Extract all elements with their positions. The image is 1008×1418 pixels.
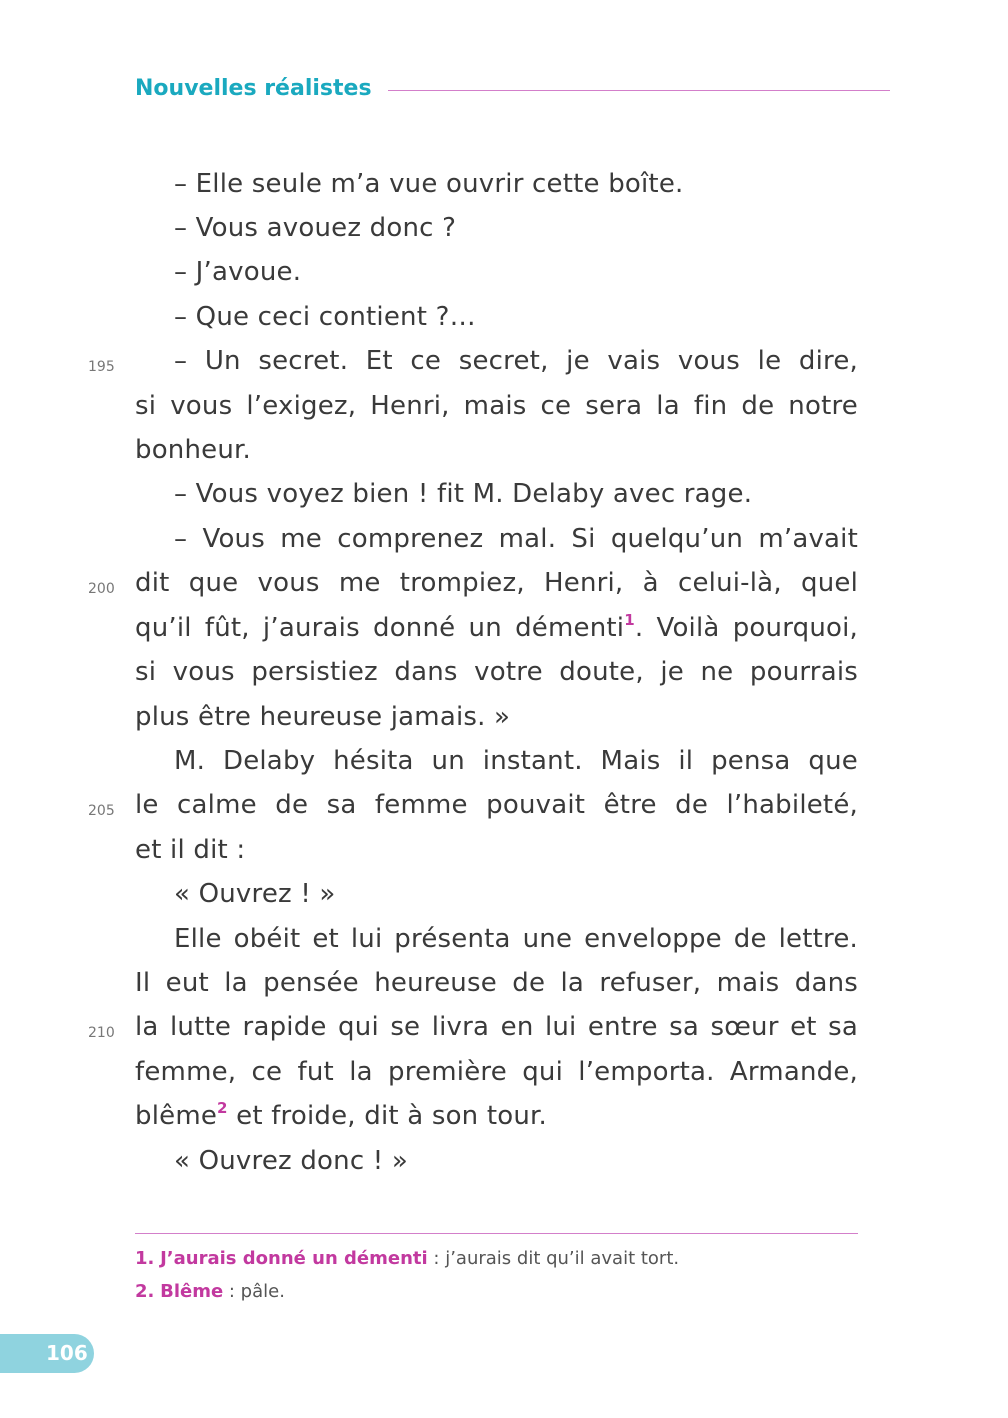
footnote-1 <box>135 1248 679 1269</box>
text-line: – Vous voyez bien ! fit M. Delaby avec rage. <box>174 479 753 509</box>
text-segment: et froide, dit à son tour. <box>227 1101 547 1131</box>
footnote-reference-2[interactable]: 2 <box>217 1099 228 1117</box>
footnote-2 <box>135 1281 285 1302</box>
footnote-term: J’aurais donné un démenti <box>160 1248 428 1269</box>
text-segment: blême <box>135 1101 218 1131</box>
text-line <box>135 606 858 650</box>
text-line: « Ouvrez donc ! » <box>174 1146 408 1176</box>
line-number: 195 <box>88 359 115 375</box>
page-number: 106 <box>46 1341 88 1365</box>
text-line: – Que ceci contient ?… <box>174 302 476 332</box>
text-line: Il eut la pensée heureuse de la refuser, mais dans <box>135 968 858 998</box>
text-line: le calme de sa femme pouvait être de l’habileté, <box>135 790 858 820</box>
page-number-tab <box>0 1334 94 1373</box>
text-line: et il dit : <box>135 835 246 865</box>
footnote-number: 1. <box>135 1248 155 1269</box>
text-segment: . Voilà pourquoi, <box>634 613 859 643</box>
text-line: femme, ce fut la première qui l’emporta. Armande, <box>135 1057 858 1087</box>
text-line: – Elle seule m’a vue ouvrir cette boîte. <box>174 169 684 199</box>
footnote-definition: : j’aurais dit qu’il avait tort. <box>427 1248 680 1269</box>
text-line: si vous persistiez dans votre doute, je ne pourrais <box>135 657 858 687</box>
header-rule <box>388 90 890 91</box>
text-line: – Un secret. Et ce secret, je vais vous le dire, <box>174 346 858 376</box>
text-line: – Vous me comprenez mal. Si quelqu’un m’avait <box>174 524 858 554</box>
text-line: – Vous avouez donc ? <box>174 213 457 243</box>
text-segment: qu’il fût, j’aurais donné un démenti <box>135 613 625 643</box>
footnote-reference-1[interactable]: 1 <box>624 611 635 629</box>
text-line: « Ouvrez ! » <box>174 879 336 909</box>
line-number: 205 <box>88 803 115 819</box>
footnote-divider <box>135 1233 858 1234</box>
text-line <box>135 1094 858 1138</box>
footnote-definition: : pâle. <box>223 1281 285 1302</box>
footnote-term: Blême <box>160 1281 224 1302</box>
text-line: – J’avoue. <box>174 257 302 287</box>
text-line: dit que vous me trompiez, Henri, à celui-là, quel <box>135 568 858 598</box>
text-line: Elle obéit et lui présenta une enveloppe de lettre. <box>174 924 858 954</box>
running-header <box>135 76 890 101</box>
text-line: plus être heureuse jamais. » <box>135 702 511 732</box>
line-number: 200 <box>88 581 115 597</box>
text-line: la lutte rapide qui se livra en lui entre sa sœur et sa <box>135 1012 858 1042</box>
running-header-title: Nouvelles réalistes <box>135 76 372 101</box>
line-number: 210 <box>88 1025 115 1041</box>
text-line: bonheur. <box>135 435 252 465</box>
text-line: M. Delaby hésita un instant. Mais il pensa que <box>174 746 858 776</box>
text-line: si vous l’exigez, Henri, mais ce sera la fin de notre <box>135 391 858 421</box>
footnote-number: 2. <box>135 1281 155 1302</box>
